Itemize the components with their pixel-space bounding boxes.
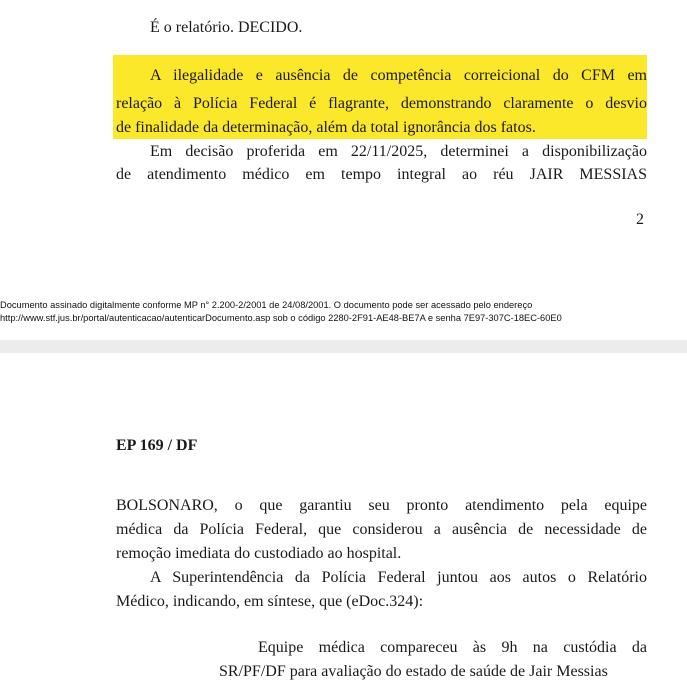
paragraph-line: BOLSONARO, o que garantiu seu pronto atendimento pela equipe — [116, 497, 647, 514]
paragraph-line: Médico, indicando, em síntese, que (eDoc.324): — [116, 593, 424, 610]
page-number: 2 — [636, 211, 644, 228]
quote-line: SR/PF/DF para avaliação do estado de saúde de Jair Messias — [219, 663, 608, 680]
highlight-line-2: relação à Polícia Federal é flagrante, demonstrando claramente o desvio — [116, 95, 647, 112]
paragraph-line: Em decisão proferida em 22/11/2025, determinei a disponibilização — [150, 143, 647, 160]
signature-line-1: Documento assinado digitalmente conforme MP n° 2.200-2/2001 de 24/08/2001. O documento pode ser acessado pelo endereço — [0, 300, 533, 310]
highlight-line-1: A ilegalidade e ausência de competência correicional do CFM em — [150, 67, 647, 84]
paragraph-line: de atendimento médico em tempo integral ao réu JAIR MESSIAS — [116, 166, 647, 183]
page-separator — [0, 340, 687, 353]
paragraph-line: médica da Polícia Federal, que considerou a ausência de necessidade de — [116, 521, 647, 538]
paragraph-line: A Superintendência da Polícia Federal juntou aos autos o Relatório — [150, 569, 647, 586]
paragraph-line: remoção imediata do custodiado ao hospital. — [116, 545, 402, 562]
signature-line-2: http://www.stf.jus.br/portal/autenticacao/autenticarDocumento.asp sob o código 2280-2F91-AE48-BE7A e senha 7E97-307C-18EC-60E0 — [0, 313, 562, 323]
opening-line: É o relatório. DECIDO. — [150, 19, 303, 36]
quote-line: Equipe médica compareceu às 9h na custódia da — [258, 639, 647, 656]
highlight-line-3: de finalidade da determinação, além da total ignorância dos fatos. — [116, 119, 536, 136]
page-header: EP 169 / DF — [116, 437, 198, 454]
